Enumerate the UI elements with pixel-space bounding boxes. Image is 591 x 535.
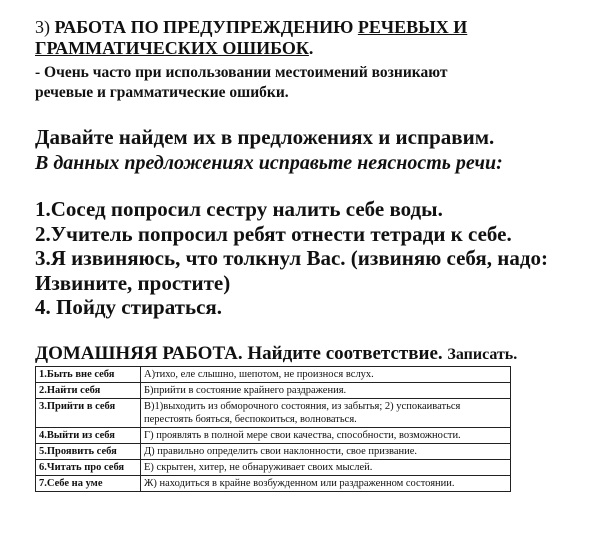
sentence-item: 2.Учитель попросил ребят отнести тетради к себе.	[35, 221, 512, 246]
sentence-item: 3.Я извиняюсь, что толкнул Вас. (извиняю себя, надо:	[35, 246, 548, 270]
section-title-end: .	[308, 38, 314, 58]
phrase-cell: 5.Проявить себя	[36, 444, 141, 460]
meaning-cell: В)1)выходить из обморочного состояния, из забытья; 2) успокаиваться перестоять бояться, беспокоиться, волноваться.	[141, 399, 511, 428]
phrase-cell: 4.Выйти из себя	[36, 428, 141, 444]
table-row	[36, 399, 511, 428]
table-row	[36, 460, 511, 476]
table-row	[36, 383, 511, 399]
phrase-cell: 1.Быть вне себя	[36, 367, 141, 383]
meaning-cell: Ж) находиться в крайне возбужденном или раздраженном состоянии.	[141, 476, 511, 492]
section-title-underlined-2: ГРАММАТИЧЕСКИХ ОШИБОК	[35, 38, 309, 58]
sentence-item: Извините, простите)	[35, 270, 231, 295]
table-row	[36, 428, 511, 444]
meaning-cell: Г) проявлять в полной мере свои качества, способности, возможности.	[141, 428, 511, 444]
matching-table	[35, 366, 511, 492]
section-title-underlined-1: РЕЧЕВЫХ И	[357, 17, 468, 37]
table-row	[36, 367, 511, 383]
sentence-item: 4. Пойду стираться.	[35, 295, 223, 319]
note-line-2: речевые и грамматические ошибки.	[35, 84, 289, 101]
homework-title: ДОМАШНЯЯ РАБОТА.	[35, 343, 243, 364]
meaning-cell: Е) скрытен, хитер, не обнаруживает своих мыслей.	[141, 460, 511, 476]
homework-heading	[35, 343, 517, 366]
homework-instruction: Найдите соответствие.	[247, 343, 443, 364]
meaning-cell: А)тихо, еле слышно, шепотом, не произнося вслух.	[141, 367, 511, 383]
phrase-cell: 3.Прийти в себя	[36, 399, 141, 428]
homework-instruction-small: Записать.	[447, 346, 518, 363]
table-row	[36, 444, 511, 460]
section-note	[35, 63, 447, 103]
section-number: 3)	[35, 17, 50, 37]
find-heading: Давайте найдем их в предложениях и исправим.	[35, 125, 495, 149]
phrase-cell: 6.Читать про себя	[36, 460, 141, 476]
section-title-plain: РАБОТА ПО ПРЕДУПРЕЖДЕНИЮ	[54, 17, 354, 37]
table-row	[36, 476, 511, 492]
sentence-list	[35, 197, 548, 320]
section-title	[35, 17, 467, 59]
phrase-cell: 7.Себе на уме	[36, 476, 141, 492]
meaning-cell: Д) правильно определить свои наклонности, свое призвание.	[141, 444, 511, 460]
phrase-cell: 2.Найти себя	[36, 383, 141, 399]
meaning-cell: Б)прийти в состояние крайнего раздражения.	[141, 383, 511, 399]
task-instruction: В данных предложениях исправьте неясность речи:	[35, 152, 503, 174]
sentence-item: 1.Сосед попросил сестру налить себе воды.	[35, 197, 443, 221]
note-line-1: - Очень часто при использовании местоимений возникают	[35, 64, 448, 81]
